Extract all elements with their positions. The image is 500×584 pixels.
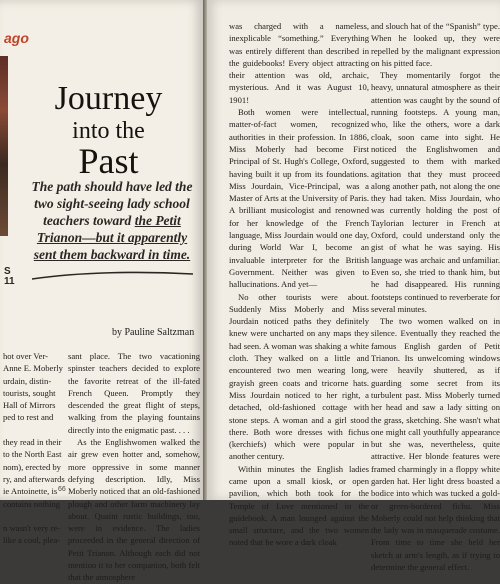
caption-fragment: S bbox=[4, 266, 11, 277]
paragraph: Both women were intellectual, matter-of-fact women, recognized authorities in their profession. In 1886, Miss Moberly had become First Principal of St. Hugh's College, Oxford, having built it up from its foundations. Miss Jourdain, Vice-Principal, was a Master of Arts at the University of Paris. A brilliant musicologist and renowned for her knowledge of the French language, Miss Jourdain would one day, during World War I, become an invaluable interpreter for the British Government. Neither was given to hallucinations. And yet— bbox=[229, 107, 369, 290]
headline-line-3: Past bbox=[78, 141, 139, 181]
section-kicker: ago bbox=[4, 30, 29, 46]
paragraph: They momentarily forgot the heavy, unnatural atmosphere as their attention was caught by the sound of running footsteps. A young man, who, like the others, wore a dark cloak, soon came into sight. He noticed the Englishwomen and suggested to them with marked agitation that they must proceed along another path, not along the one they had taken. Miss Jourdain, who was currently holding the post of Taylorian lecturer in French at Oxford, could understand only the gist of what he was saying. His language was archaic and unfamiliar. Even so, she tried to thank him, but he had disappeared. His running footsteps continued to reverberate for several minutes. bbox=[371, 70, 500, 314]
column-line: urdain, distin- bbox=[3, 375, 52, 386]
paragraph: The two women walked on in silence. Eventually they reached the famous English garden of Petit Trianon. Its unwelcoming windows were heavily shuttered, as if guarding some secret from its turbulent past. Miss Moberly turned her head and saw a lady sitting on the grass, sketching. She wasn't what one might call youthfully appearance but she was, nevertheless, quite attractive. Her blonde features were framed charmingly in a floppy white garden hat. Her light dress boasted a bodice into which was tucked a gold- or green-bordered fichu. Miss Moberly could not help thinking that the lady was in masquerade costume. From time to time she held her sketch at arm's length, as if trying to determine the general effect. bbox=[371, 316, 500, 573]
column-line: to the North East bbox=[3, 449, 62, 460]
column-line: tourists, sought bbox=[3, 387, 56, 398]
page-number: 66 bbox=[58, 486, 66, 493]
column-line bbox=[3, 424, 63, 436]
deck-underlined-text: the Petit Trianon—but it apparently sent them backward in time. bbox=[33, 213, 191, 262]
photo-caption-fragments bbox=[4, 267, 15, 287]
column-line: Hall of Mirrors bbox=[3, 400, 56, 411]
column-line: contains nothing bbox=[3, 498, 61, 509]
right-column-1 bbox=[229, 20, 369, 549]
paragraph: No other tourists were about. Suddenly Miss Moberly and Miss Jourdain noticed paths they definitely knew were uncharted on any maps they had seen. A woman was shaking a white cloth. They walked on a little and encountered two men wearing long, grayish green coats and tricorne hats. Miss Jourdain noticed to her right, a detached, old-fashioned cottage with stone steps. A woman and a girl stood there. Both wore dresses with fichus (kerchiefs) which were popular in another century. bbox=[229, 291, 369, 462]
left-page bbox=[0, 0, 203, 583]
caption-fragment: 11 bbox=[4, 276, 15, 287]
underline-swoosh bbox=[30, 268, 195, 282]
column-line: n wasn't very re- bbox=[3, 523, 61, 534]
paragraph: As the Englishwomen walked the air grew even hotter and, somehow, more oppressive in some manner defying description. Idly, Miss Moberly noticed that an old-fashioned plough and other farm machinery lay about. Quaint rustic buildings, too, were in evidence. The ladies proceeded in the general direction of Petit Trianon. Although each did not mention it to her companion, both felt that the atmosphere bbox=[68, 437, 200, 583]
column-line: ped to rest and bbox=[3, 412, 54, 423]
left-column-2 bbox=[68, 350, 200, 584]
column-line: Anne E. Moberly bbox=[3, 363, 63, 374]
article-deck bbox=[26, 178, 198, 263]
left-column-1 bbox=[3, 350, 63, 547]
byline: by Pauline Saltzman bbox=[112, 327, 195, 338]
column-line: ry, and afterwards bbox=[3, 473, 65, 484]
right-page bbox=[207, 0, 500, 573]
paragraph: sant place. The two vacationing spinster teachers decided to explore the favorite retreat of the ill-fated French Queen. Promptly they descended the great flight of steps, walking from the playing fountains directly into the enigmatic past. . . . bbox=[68, 351, 200, 435]
headline-line-2: into the bbox=[72, 118, 145, 144]
column-line: nom), erected by bbox=[3, 461, 61, 472]
deck-text: The path should have led the two sight-seeing lady school teachers toward bbox=[31, 179, 193, 228]
column-line: hot over Ver- bbox=[3, 351, 49, 361]
column-line: like a cool, plea- bbox=[3, 535, 61, 546]
paragraph: was charged with a nameless, inexplicable “something.” Everything was entirely different than described in the guidebooks! Every object attracting their attention was old, archaic, mysterious. And it was August 10, 1901! bbox=[229, 21, 369, 105]
right-column-2 bbox=[371, 20, 500, 573]
headline-line-1: Journey bbox=[54, 80, 163, 117]
column-line bbox=[3, 510, 63, 522]
column-line: they read in their bbox=[3, 437, 62, 448]
paragraph: Within minutes the English ladies came upon a small kiosk, or open pavilion, which both took for the Temple of Love mentioned in the guidebook. A man lounged against the small structure, and the two women noted that he wore a dark cloak bbox=[229, 463, 369, 548]
paragraph: and slouch hat of the “Spanish” type. When he looked up, they were repelled by the malignant expression on his pitted face. bbox=[371, 21, 500, 68]
column-line: ie Antoinette, is bbox=[3, 486, 58, 497]
